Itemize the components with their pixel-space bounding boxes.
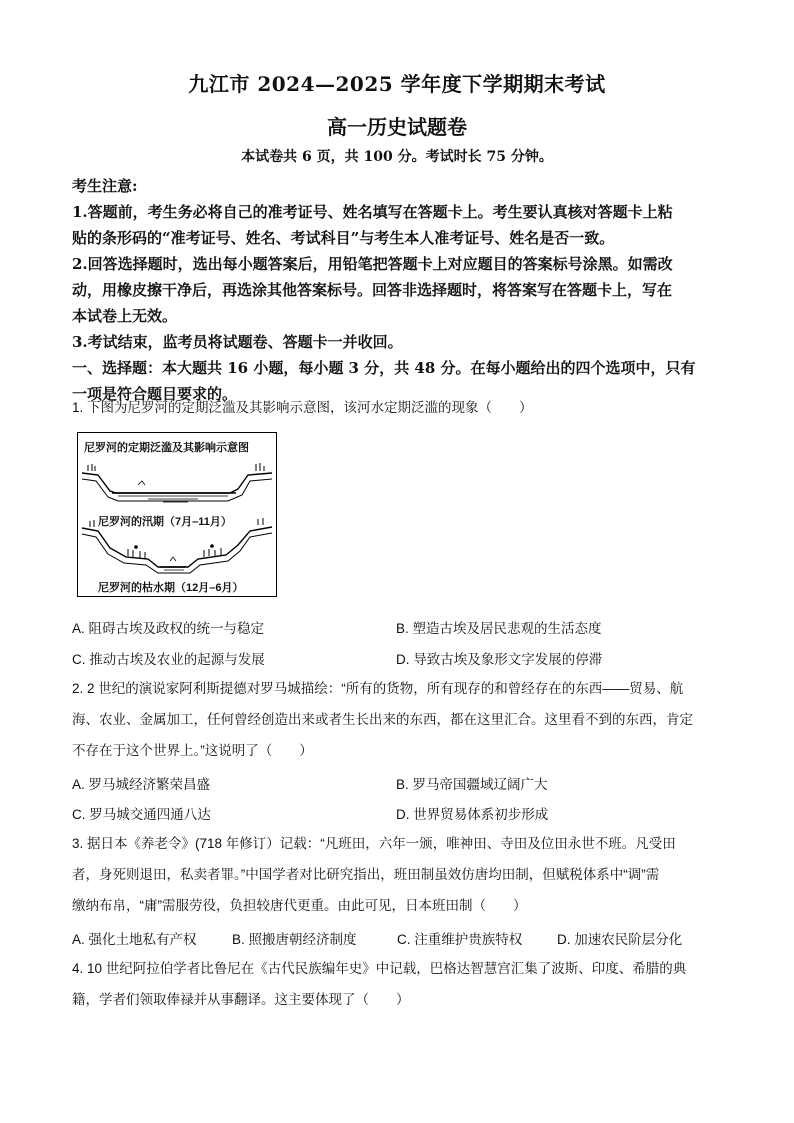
notes-line: 贴的条形码的“准考证号、姓名、考试科目”与考生本人准考证号、姓名是否一致。	[72, 229, 615, 247]
question-3-stem: 3. 据日本《养老令》(718 年修订）记载：“凡班田，六年一颁，唯神田、寺田及位田永世不班。凡受田	[72, 836, 676, 851]
exam-subtitle: 高一历史试题卷	[327, 115, 467, 139]
figure-label-dry-season: 尼罗河的枯水期（12月–6月）	[98, 582, 244, 594]
question-3-option-b: B. 照搬唐朝经济制度	[232, 932, 357, 947]
question-3-option-a: A. 强化土地私有产权	[72, 932, 197, 947]
question-3-stem-cont: 者，身死则退田，私卖者罪。”中国学者对比研究指出，班田制虽效仿唐均田制，但赋税体系中“调”需	[72, 867, 660, 882]
question-2-stem-cont: 海、农业、金属加工，任何曾经创造出来或者生长出来的东西，都在这里汇合。这里看不到的东西，肯定	[72, 712, 693, 727]
question-3-stem-cont: 缴纳布帛，“庸”需服劳役，负担较唐代更重。由此可见，日本班田制（ ）	[72, 898, 527, 913]
figure-title: 尼罗河的定期泛滥及其影响示意图	[84, 442, 249, 454]
notes-line: 动，用橡皮擦干净后，再选涂其他答案标号。回答非选择题时，将答案写在答题卡上，写在	[72, 281, 673, 299]
question-1-option-b: B. 塑造古埃及居民悲观的生活态度	[396, 621, 602, 636]
question-1-stem: 1. 下图为尼罗河的定期泛滥及其影响示意图，该河水定期泛滥的现象（ ）	[72, 400, 533, 415]
question-2-option-c: C. 罗马城交通四通八达	[72, 807, 211, 822]
exam-title: 九江市 2024—2025 学年度下学期期末考试	[188, 72, 606, 96]
exam-info: 本试卷共 6 页，共 100 分。考试时长 75 分钟。	[241, 149, 553, 165]
question-4-stem: 4. 10 世纪阿拉伯学者比鲁尼在《古代民族编年史》中记载，巴格达智慧宫汇集了波斯、印度、希腊的典	[72, 961, 687, 976]
notes-line: 3.考试结束，监考员将试题卷、答题卡一并收回。	[72, 333, 403, 351]
question-3-option-d: D. 加速农民阶层分化	[557, 932, 683, 947]
question-2-option-a: A. 罗马城经济繁荣昌盛	[72, 777, 211, 792]
section-heading: 一、选择题：本大题共 16 小题，每小题 3 分，共 48 分。在每小题给出的四个选项中，只有	[72, 359, 696, 377]
question-2-option-b: B. 罗马帝国疆域辽阔广大	[396, 777, 548, 792]
question-4-stem-cont: 籍，学者们领取俸禄并从事翻译。这主要体现了（ ）	[72, 992, 410, 1007]
question-2-stem: 2. 2 世纪的演说家阿利斯提德对罗马城描绘：“所有的货物，所有现存的和曾经存在的东西——贸易、航	[72, 681, 684, 696]
question-1-option-d: D. 导致古埃及象形文字发展的停滞	[396, 652, 603, 667]
nile-flood-figure	[77, 432, 277, 597]
notes-heading: 考生注意:	[72, 177, 138, 195]
notes-line: 本试卷上无效。	[72, 307, 178, 325]
notes-line: 2.回答选择题时，选出每小题答案后，用铅笔把答题卡上对应题目的答案标号涂黑。如需改	[72, 255, 673, 273]
question-2-option-d: D. 世界贸易体系初步形成	[396, 807, 549, 822]
notes-line: 1.答题前，考生务必将自己的准考证号、姓名填写在答题卡上。考生要认真核对答题卡上粘	[72, 203, 673, 221]
notes-block	[72, 173, 722, 407]
figure-label-flood-season: 尼罗河的汛期（7月–11月）	[98, 516, 232, 528]
question-2-stem-cont: 不存在于这个世界上。”这说明了（ ）	[72, 743, 313, 758]
question-3-option-c: C. 注重维护贵族特权	[397, 932, 523, 947]
section-heading-cont: 一项是符合题目要求的。	[72, 385, 238, 403]
question-1-option-c: C. 推动古埃及农业的起源与发展	[72, 652, 265, 667]
question-1-option-a: A. 阻碍古埃及政权的统一与稳定	[72, 621, 265, 636]
